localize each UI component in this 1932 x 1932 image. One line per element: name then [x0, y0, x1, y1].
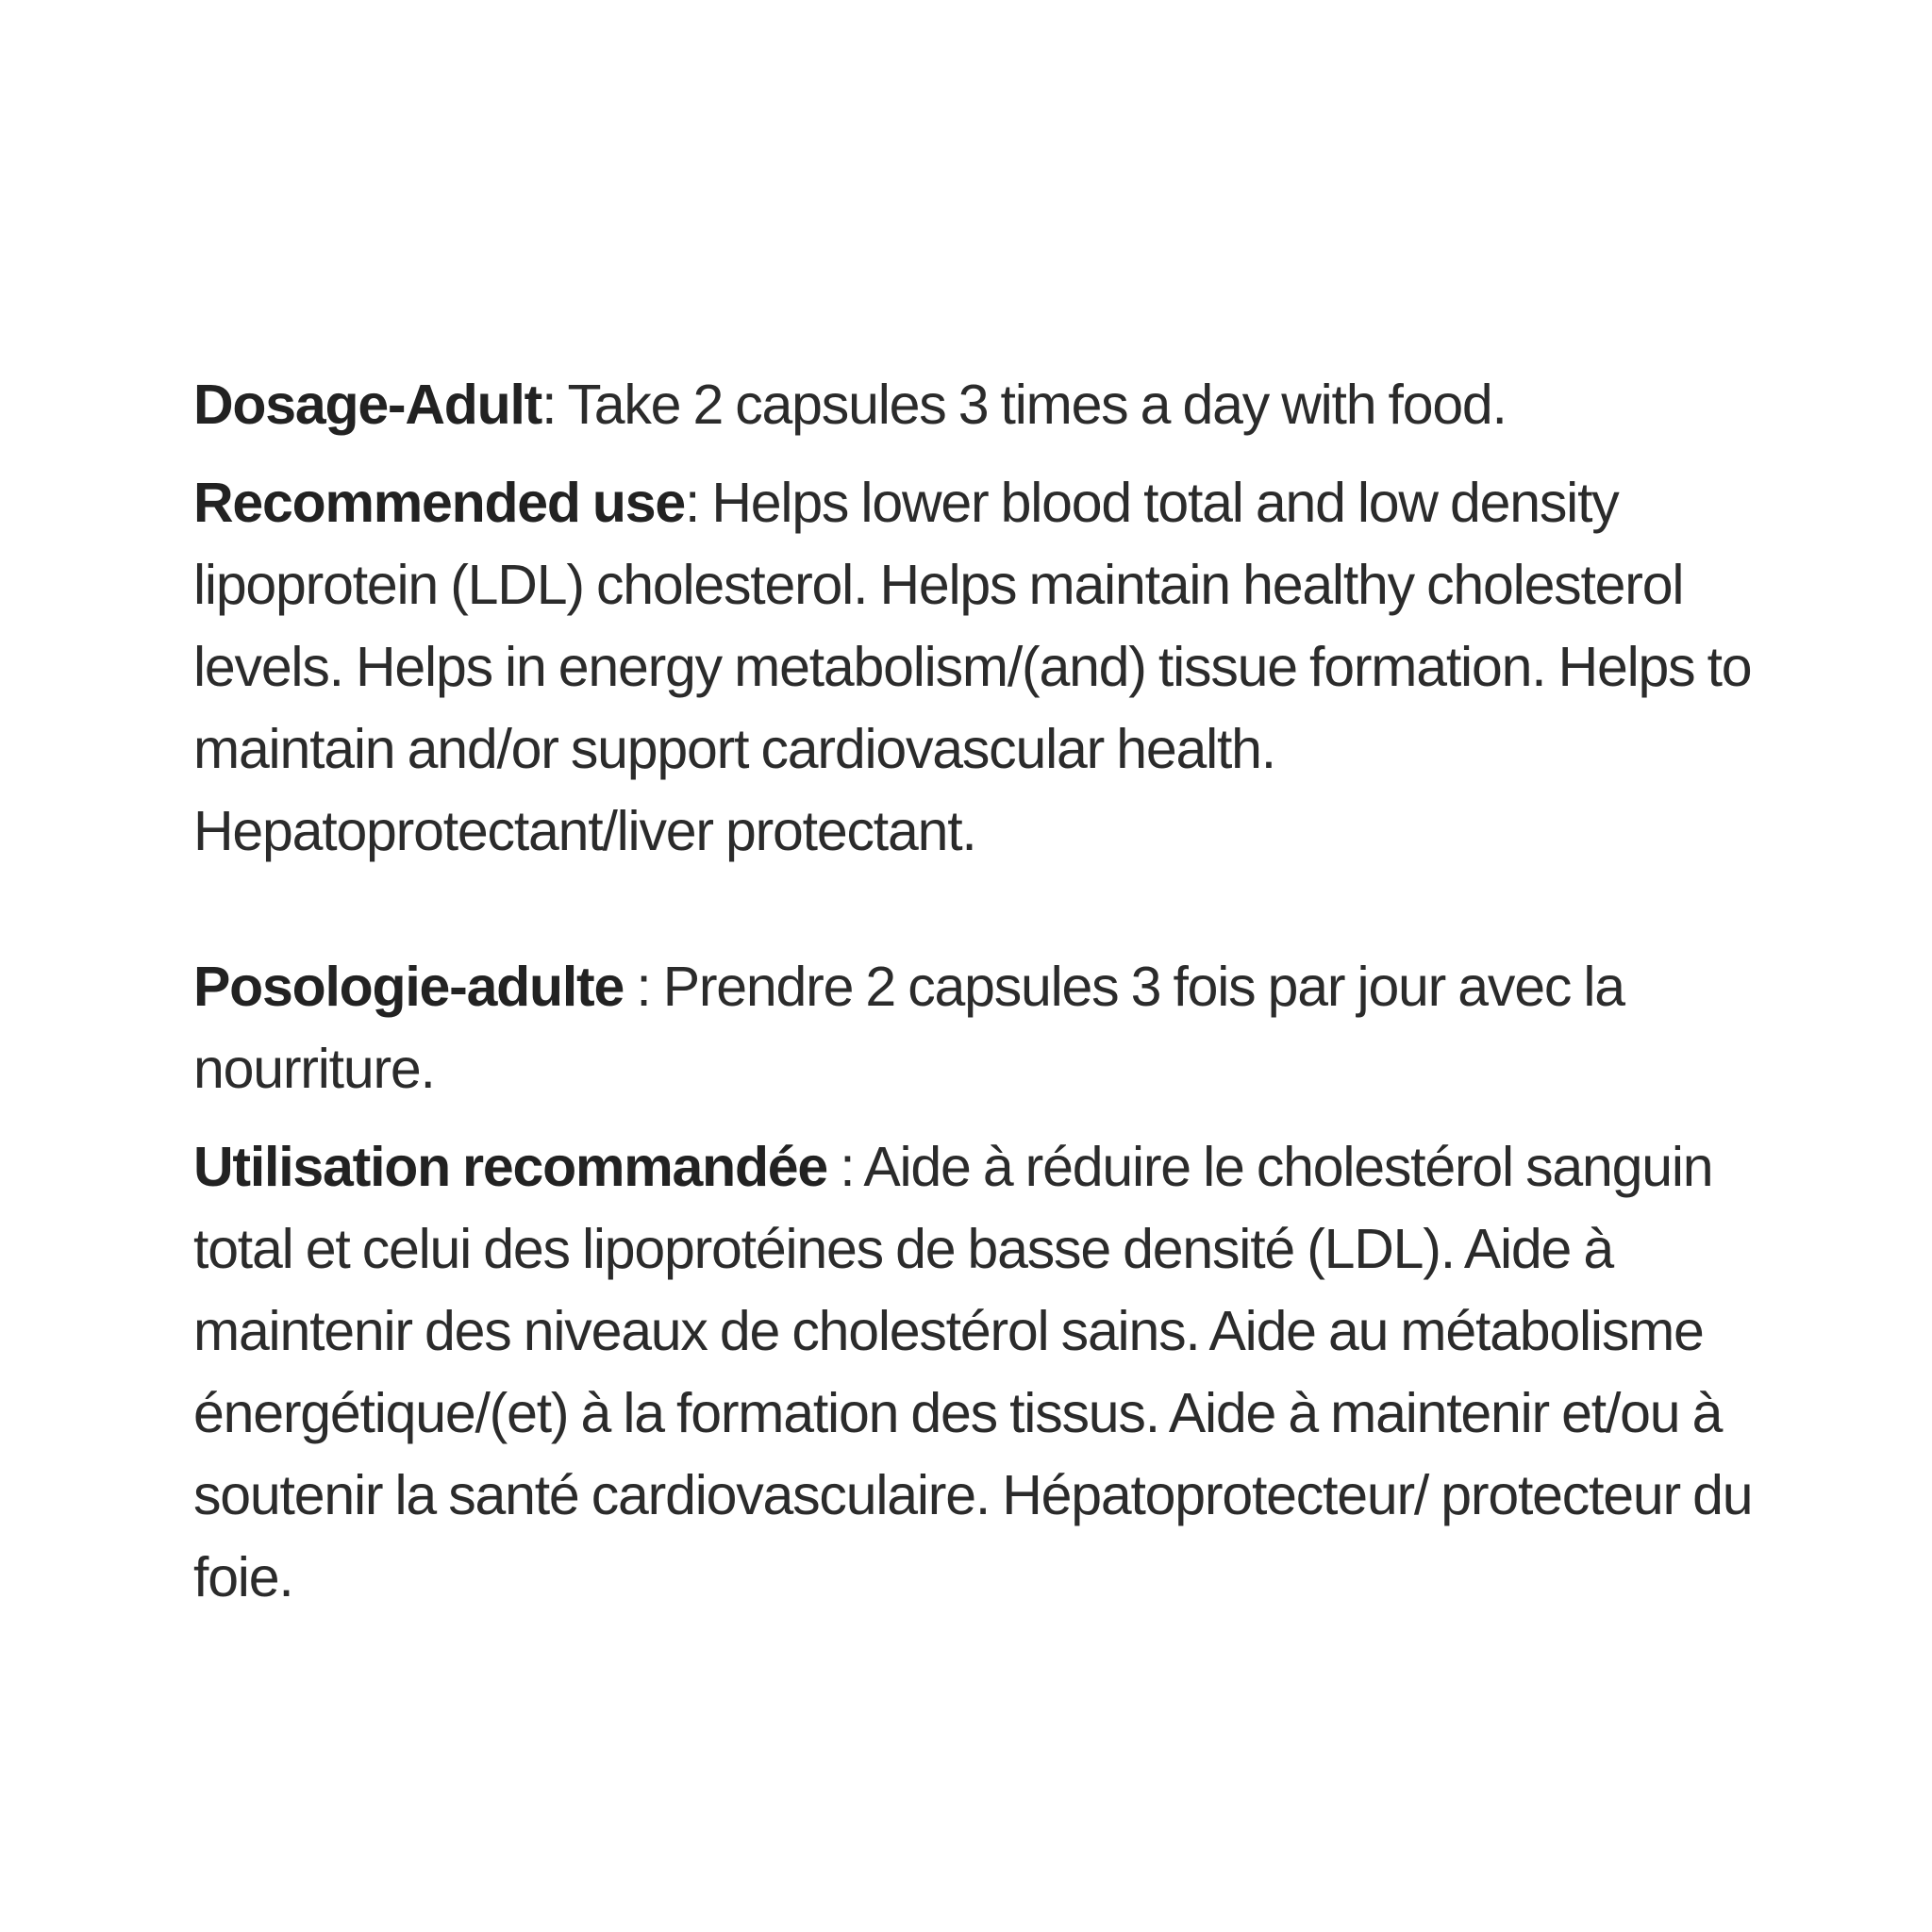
- recommended-use-separator: :: [685, 472, 700, 534]
- utilisation-recommandee-separator: :: [827, 1136, 855, 1198]
- dosage-adult-text: Take 2 capsules 3 times a day with food.: [556, 374, 1507, 436]
- recommended-use-text: Helps lower blood total and low density lipoprotein (LDL) cholesterol. Helps maintain healthy cholesterol levels. Helps in energy metabolism/(and) tissue formation. Helps to maintain and/or support cardiovascular health. Hepatoprotectant/liver protectant.: [193, 472, 1752, 862]
- utilisation-recommandee-term: Utilisation recommandée: [193, 1136, 828, 1198]
- dosage-adult-term: Dosage-Adult: [193, 374, 542, 436]
- recommended-use-en: [193, 462, 1778, 873]
- dosage-adult-en: [193, 364, 1778, 446]
- posologie-adulte-fr: [193, 946, 1778, 1110]
- posologie-adulte-separator: :: [624, 956, 651, 1018]
- posologie-adulte-text: Prendre 2 capsules 3 fois par jour avec la nourriture.: [193, 956, 1624, 1100]
- dosage-adult-separator: :: [541, 374, 557, 436]
- utilisation-recommandee-fr: [193, 1126, 1778, 1619]
- product-label-text: [193, 364, 1778, 1619]
- posologie-adulte-term: Posologie-adulte: [193, 956, 625, 1018]
- recommended-use-term: Recommended use: [193, 472, 685, 534]
- utilisation-recommandee-text: Aide à réduire le cholestérol sanguin total et celui des lipoprotéines de basse densité (LDL). Aide à maintenir des niveaux de cholestérol sains. Aide au métabolisme énergétique/(et) à la formation des tissus. Aide à maintenir et/ou à soutenir la santé cardiovasculaire. Hépatoprotecteur/ protecteur du foie.: [193, 1136, 1753, 1608]
